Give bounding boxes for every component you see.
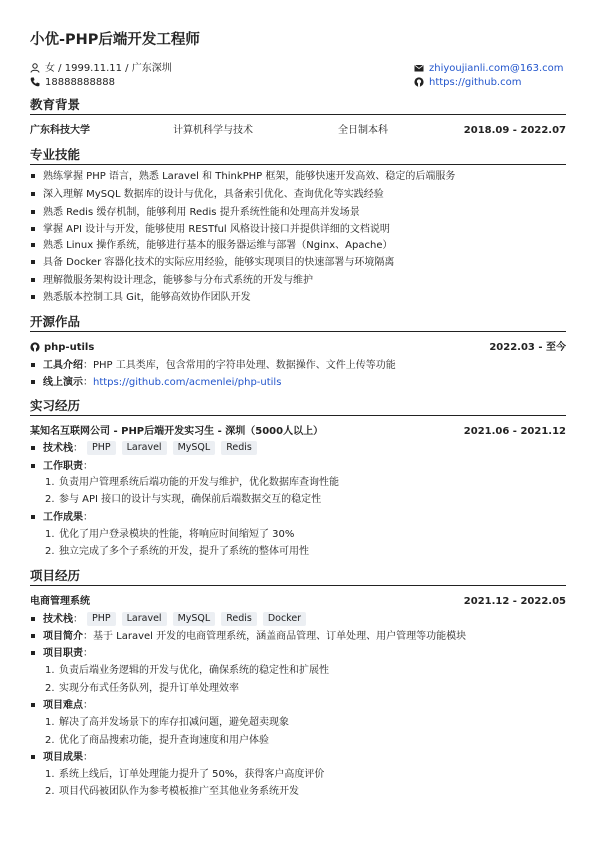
school-name: 广东科技大学 bbox=[30, 124, 90, 136]
skill-item bbox=[30, 222, 566, 236]
field-separator: ： bbox=[83, 376, 93, 388]
field-label: 工作职责 bbox=[43, 460, 83, 472]
section-internship-title: 实习经历 bbox=[30, 398, 566, 416]
item-number: 1. bbox=[45, 664, 55, 676]
list-item bbox=[45, 475, 339, 489]
field-label: 项目简介 bbox=[43, 630, 83, 642]
item-number: 1. bbox=[45, 528, 55, 540]
phone-text: 18888888888 bbox=[45, 76, 115, 88]
skill-text: 理解微服务架构设计理念，能够参与分布式系统的开发与维护 bbox=[43, 274, 313, 286]
skill-text: 掌握 API 设计与开发，能够使用 RESTful 风格设计接口并提供详细的文档说明 bbox=[43, 223, 390, 235]
skill-text: 熟练掌握 PHP 语言，熟悉 Laravel 和 ThinkPHP 框架，能够快速开发高效、稳定的后端服务 bbox=[43, 170, 456, 182]
item-text: 负责后端业务逻辑的开发与优化，确保系统的稳定性和扩展性 bbox=[59, 664, 329, 676]
field-label: 项目成果 bbox=[43, 751, 83, 763]
github-icon bbox=[414, 77, 424, 87]
bullet-icon bbox=[31, 515, 35, 519]
bullet-icon bbox=[31, 210, 35, 214]
internship-period: 2021.06 - 2021.12 bbox=[463, 425, 566, 437]
resume-name: 小优-PHP后端开发工程师 bbox=[30, 32, 200, 48]
item-number: 2. bbox=[45, 493, 55, 505]
opensource-intro bbox=[30, 358, 566, 372]
bullet-icon bbox=[31, 243, 35, 247]
bullet-icon bbox=[31, 703, 35, 707]
field-label: 工具介绍 bbox=[43, 359, 83, 371]
skill-item bbox=[30, 255, 566, 269]
bullet-icon bbox=[31, 617, 35, 621]
item-text: 优化了商品搜索功能，提升查询速度和用户体验 bbox=[59, 734, 269, 746]
bullet-icon bbox=[31, 192, 35, 196]
field-separator: ： bbox=[83, 699, 93, 711]
bullet-icon bbox=[31, 278, 35, 282]
education-row bbox=[30, 123, 566, 137]
item-number: 2. bbox=[45, 734, 55, 746]
bullet-icon bbox=[31, 174, 35, 178]
bullet-icon bbox=[31, 295, 35, 299]
field-separator: ： bbox=[83, 511, 93, 523]
internship-header bbox=[30, 424, 566, 438]
skill-item bbox=[30, 187, 566, 201]
item-text: 实现分布式任务队列，提升订单处理效率 bbox=[59, 682, 239, 694]
bullet-icon bbox=[31, 634, 35, 638]
item-number: 2. bbox=[45, 545, 55, 557]
field-text: ：PHP 工具类库，包含常用的字符串处理、数据操作、文件上传等功能 bbox=[83, 359, 396, 371]
field-label: 工作成果 bbox=[43, 511, 83, 523]
degree-type: 全日制本科 bbox=[338, 124, 388, 136]
section-opensource-title: 开源作品 bbox=[30, 314, 566, 332]
field-label: 技术栈 bbox=[43, 442, 73, 454]
skill-item bbox=[30, 273, 566, 287]
section-project-title: 项目经历 bbox=[30, 568, 566, 586]
internship-stack bbox=[30, 441, 566, 455]
field-separator: ： bbox=[83, 751, 93, 763]
list-item bbox=[45, 784, 299, 798]
section-education-title: 教育背景 bbox=[30, 97, 566, 115]
section-skills-title: 专业技能 bbox=[30, 147, 566, 165]
field-separator: ： bbox=[73, 442, 83, 454]
skill-text: 熟悉 Linux 操作系统，能够进行基本的服务器运维与部署（Nginx、Apache） bbox=[43, 239, 393, 251]
tech-tag: Laravel bbox=[122, 612, 167, 626]
item-number: 2. bbox=[45, 785, 55, 797]
phone-icon bbox=[30, 77, 40, 87]
github-link[interactable]: https://github.com bbox=[429, 76, 522, 88]
github-icon bbox=[30, 342, 40, 352]
field-separator: ： bbox=[73, 613, 83, 625]
skill-item bbox=[30, 290, 566, 304]
bullet-icon bbox=[31, 227, 35, 231]
opensource-name: php-utils bbox=[44, 341, 95, 353]
project-result-label bbox=[30, 750, 566, 764]
item-number: 2. bbox=[45, 682, 55, 694]
tech-tag: Redis bbox=[221, 612, 257, 626]
bullet-icon bbox=[31, 464, 35, 468]
list-item bbox=[45, 663, 329, 677]
skill-item bbox=[30, 205, 566, 219]
item-number: 1. bbox=[45, 716, 55, 728]
project-period: 2021.12 - 2022.05 bbox=[463, 595, 566, 607]
basic-info-text: 女 / 1999.11.11 / 广东深圳 bbox=[45, 62, 172, 74]
bullet-icon bbox=[31, 446, 35, 450]
mail-icon bbox=[414, 63, 424, 73]
skill-text: 熟悉版本控制工具 Git，能够高效协作团队开发 bbox=[43, 291, 251, 303]
list-item bbox=[45, 733, 269, 747]
field-label: 技术栈 bbox=[43, 613, 73, 625]
project-name: 电商管理系统 bbox=[30, 595, 90, 607]
item-number: 1. bbox=[45, 476, 55, 488]
tech-tag: MySQL bbox=[173, 612, 216, 626]
demo-link[interactable]: https://github.com/acmenlei/php-utils bbox=[93, 376, 282, 388]
skill-item bbox=[30, 169, 566, 183]
bullet-icon bbox=[31, 651, 35, 655]
opensource-period: 2022.03 - 至今 bbox=[489, 341, 566, 353]
tech-tag: PHP bbox=[87, 441, 116, 455]
project-header bbox=[30, 594, 566, 608]
item-text: 参与 API 接口的设计与实现，确保前后端数据交互的稳定性 bbox=[59, 493, 322, 505]
education-period: 2018.09 - 2022.07 bbox=[463, 124, 566, 136]
basic-info bbox=[30, 61, 172, 75]
tech-tag: MySQL bbox=[173, 441, 216, 455]
project-stack bbox=[30, 612, 566, 626]
field-label: 项目难点 bbox=[43, 699, 83, 711]
phone-info bbox=[30, 75, 115, 89]
item-number: 1. bbox=[45, 768, 55, 780]
skill-text: 熟悉 Redis 缓存机制，能够利用 Redis 提升系统性能和处理高并发场景 bbox=[43, 206, 360, 218]
email-link[interactable]: zhiyoujianli.com@163.com bbox=[429, 62, 564, 74]
email-info[interactable] bbox=[414, 61, 563, 75]
opensource-header bbox=[30, 340, 566, 354]
bullet-icon bbox=[31, 260, 35, 264]
item-text: 独立完成了多个子系统的开发，提升了系统的整体可用性 bbox=[59, 545, 309, 557]
list-item bbox=[45, 527, 294, 541]
opensource-demo[interactable] bbox=[30, 375, 566, 389]
tech-tag: Laravel bbox=[122, 441, 167, 455]
field-label: 项目职责 bbox=[43, 647, 83, 659]
item-text: 优化了用户登录模块的性能，将响应时间缩短了 30% bbox=[59, 528, 295, 540]
tech-tag: Redis bbox=[221, 441, 257, 455]
bullet-icon bbox=[31, 363, 35, 367]
bullet-icon bbox=[31, 755, 35, 759]
tech-tag: Docker bbox=[263, 612, 306, 626]
internship-duty-label bbox=[30, 459, 566, 473]
user-icon bbox=[30, 63, 40, 73]
skill-item bbox=[30, 238, 566, 252]
list-item bbox=[45, 715, 289, 729]
major: 计算机科学与技术 bbox=[173, 124, 253, 136]
list-item bbox=[45, 492, 321, 506]
item-text: 解决了高并发场景下的库存扣减问题，避免超卖现象 bbox=[59, 716, 289, 728]
field-separator: ： bbox=[83, 460, 93, 472]
field-separator: ： bbox=[83, 647, 93, 659]
list-item bbox=[45, 767, 324, 781]
list-item bbox=[45, 681, 239, 695]
internship-company: 某知名互联网公司 - PHP后端开发实习生 - 深圳（5000人以上） bbox=[30, 425, 324, 437]
internship-result-label bbox=[30, 510, 566, 524]
skill-text: 深入理解 MySQL 数据库的设计与优化，具备索引优化、查询优化等实践经验 bbox=[43, 188, 384, 200]
item-text: 项目代码被团队作为参考模板推广至其他业务系统开发 bbox=[59, 785, 299, 797]
skill-text: 具备 Docker 容器化技术的实际应用经验，能够实现项目的快速部署与环境隔离 bbox=[43, 256, 395, 268]
project-intro bbox=[30, 629, 566, 643]
project-duty-label bbox=[30, 646, 566, 660]
bullet-icon bbox=[31, 380, 35, 384]
field-text: ：基于 Laravel 开发的电商管理系统，涵盖商品管理、订单处理、用户管理等功能模块 bbox=[83, 630, 467, 642]
project-difficulty-label bbox=[30, 698, 566, 712]
item-text: 负责用户管理系统后端功能的开发与维护，优化数据库查询性能 bbox=[59, 476, 339, 488]
item-text: 系统上线后，订单处理能力提升了 50%，获得客户高度评价 bbox=[59, 768, 325, 780]
list-item bbox=[45, 544, 309, 558]
field-label: 线上演示 bbox=[43, 376, 83, 388]
tech-tag: PHP bbox=[87, 612, 116, 626]
github-info[interactable] bbox=[414, 75, 521, 89]
